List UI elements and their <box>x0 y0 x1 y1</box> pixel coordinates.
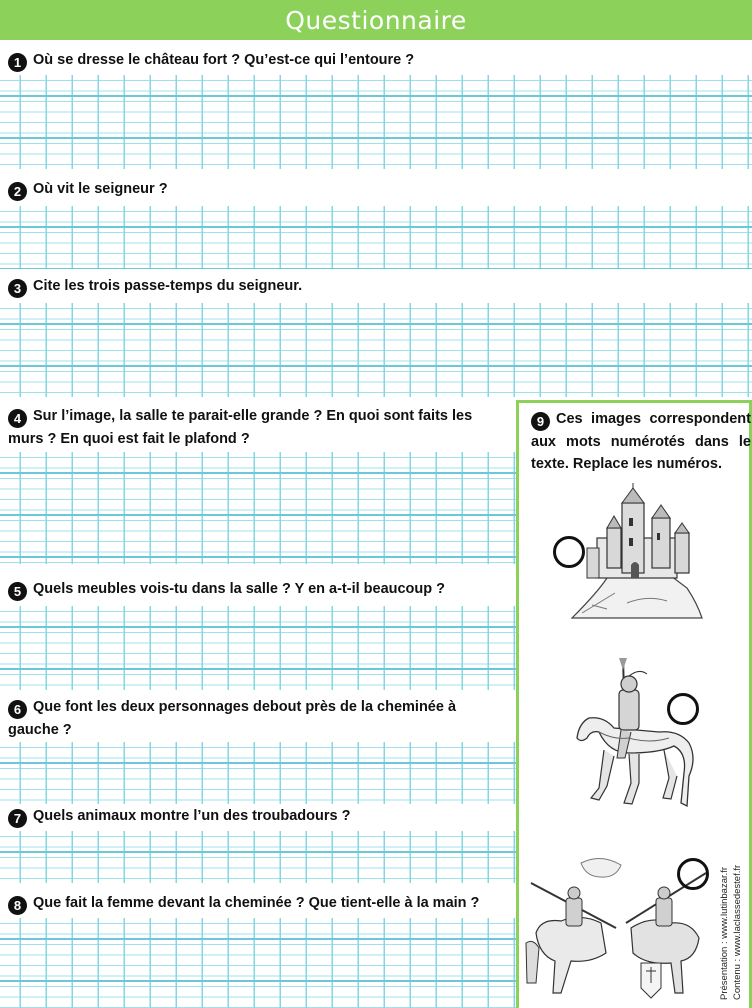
answer-lines-8[interactable] <box>0 918 516 1008</box>
question-number: 5 <box>8 582 27 601</box>
question-text: Où se dresse le château fort ? Qu’est-ce qui l’entoure ? <box>33 52 415 68</box>
answer-circle-1[interactable] <box>553 536 585 568</box>
question-5 <box>8 578 508 601</box>
question-number: 6 <box>8 700 27 719</box>
question-text: Sur l’image, la salle te parait-elle grande ? En quoi sont faits les murs ? En quoi est fait le plafond ? <box>8 408 473 447</box>
question-3 <box>8 275 748 298</box>
castle-illustration-icon <box>567 483 707 623</box>
credit-contenu: Contenu : www.laclassedestef.fr <box>732 864 743 1000</box>
question-text: Cite les trois passe-temps du seigneur. <box>33 278 303 294</box>
question-number: 3 <box>8 279 27 298</box>
question-9 <box>531 408 751 475</box>
question-text: Que fait la femme devant la cheminée ? Que tient-elle à la main ? <box>33 895 480 911</box>
question-4 <box>8 405 508 450</box>
question-text: Quels meubles vois-tu dans la salle ? Y en a-t-il beaucoup ? <box>33 581 446 597</box>
question-number: 7 <box>8 809 27 828</box>
question-number: 1 <box>8 53 27 72</box>
question-number: 2 <box>8 182 27 201</box>
answer-lines-5[interactable] <box>0 606 516 690</box>
image-question-panel <box>516 400 752 1008</box>
answer-lines-3[interactable] <box>0 303 752 397</box>
question-6 <box>8 696 508 741</box>
answer-lines-2[interactable] <box>0 206 752 269</box>
question-text: Que font les deux personnages debout près de la cheminée à gauche ? <box>8 699 457 738</box>
question-text: Ces images correspondent aux mots numérotés dans le texte. Replace les numéros. <box>531 411 751 472</box>
question-7 <box>8 805 508 828</box>
answer-lines-7[interactable] <box>0 831 516 883</box>
knight-on-horse-illustration-icon <box>569 658 704 818</box>
question-number: 9 <box>531 412 550 431</box>
credit-presentation: Présentation : www.lutinbazar.fr <box>719 866 730 1000</box>
question-text: Où vit le seigneur ? <box>33 181 168 197</box>
question-2 <box>8 178 748 201</box>
answer-lines-6[interactable] <box>0 742 516 804</box>
answer-circle-2[interactable] <box>667 693 699 725</box>
answer-lines-1[interactable] <box>0 75 752 169</box>
credits <box>718 800 744 1000</box>
question-8 <box>8 892 508 915</box>
answer-lines-4[interactable] <box>0 452 516 564</box>
answer-circle-3[interactable] <box>677 858 709 890</box>
question-number: 4 <box>8 409 27 428</box>
page-title: Questionnaire <box>285 5 467 35</box>
question-text: Quels animaux montre l’un des troubadours ? <box>33 808 351 824</box>
title-bar <box>0 0 752 40</box>
question-1 <box>8 49 748 72</box>
question-number: 8 <box>8 896 27 915</box>
